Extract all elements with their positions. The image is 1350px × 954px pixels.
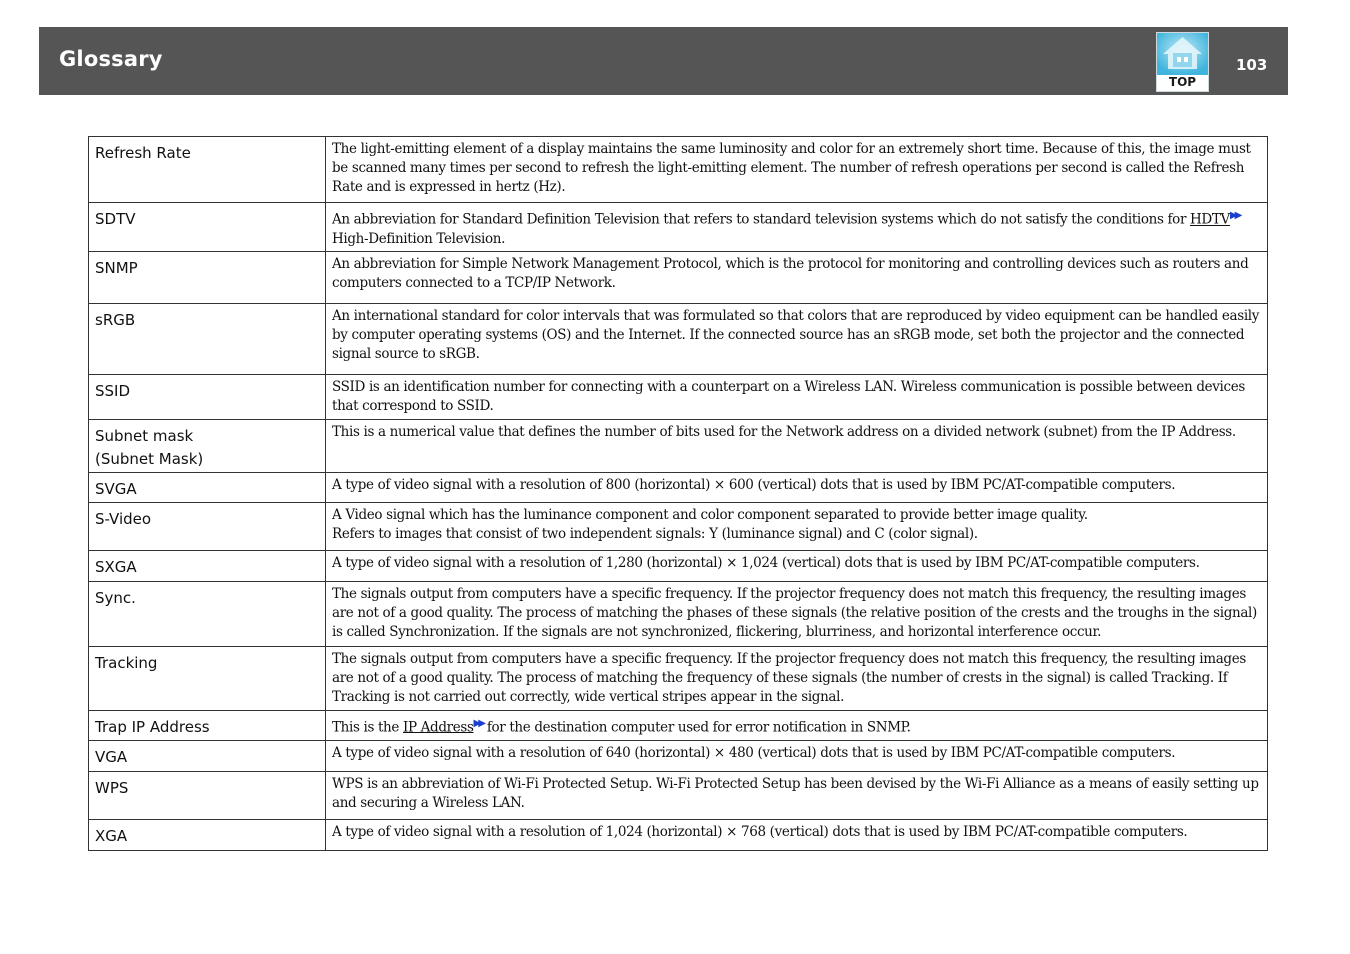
term-cell: Trap IP Address [89,710,326,740]
table-row [89,646,1268,710]
term-text-alt: (Subnet Mask) [95,449,204,468]
hdtv-link[interactable]: HDTV [1190,211,1230,228]
term-cell: SXGA [89,550,326,581]
definition-cell: WPS is an abbreviation of Wi-Fi Protected Setup. Wi-Fi Protected Setup has been devised by the Wi-Fi Alliance as a means of easily setting up and securing a Wireless LAN. [326,771,1268,819]
term-cell: SSID [89,374,326,419]
top-label: TOP [1168,75,1197,89]
definition-cell [326,502,1268,550]
definition-cell: SSID is an identification number for connecting with a counterpart on a Wireless LAN. Wireless communication is possible between devices that correspond to SSID. [326,374,1268,419]
table-row [89,251,1268,303]
top-button[interactable] [1156,32,1209,92]
definition-text: Refers to images that consist of two independent signals: Y (luminance signal) and C (color signal). [332,525,978,542]
link-arrow-icon[interactable]: ▶▶ [1229,210,1240,221]
glossary-table [88,136,1268,851]
term-cell: Sync. [89,581,326,646]
definition-cell: An abbreviation for Simple Network Management Protocol, which is the protocol for monitoring and controlling devices such as routers and computers connected to a TCP/IP Network. [326,251,1268,303]
term-text: Subnet mask [95,426,194,445]
table-row [89,472,1268,502]
definition-text: High-Definition Television. [332,230,506,247]
table-row [89,771,1268,819]
definition-cell: The signals output from computers have a specific frequency. If the projector frequency does not match this frequency, the resulting images are not of a good quality. The process of matching the phases of these signals (the relative position of the crests and the troughs in the signal) is called Synchronization. If the signals are not synchronized, flickering, blurriness, and horizontal interference occur. [326,581,1268,646]
definition-cell: A type of video signal with a resolution of 800 (horizontal) × 600 (vertical) dots that is used by IBM PC/AT-compatible computers. [326,472,1268,502]
term-cell: XGA [89,819,326,850]
term-cell: S-Video [89,502,326,550]
table-row [89,550,1268,581]
table-row [89,303,1268,374]
link-arrow-icon[interactable]: ▶▶ [473,717,483,729]
term-cell: Refresh Rate [89,137,326,203]
definition-cell [326,203,1268,252]
table-row [89,137,1268,203]
definition-cell: A type of video signal with a resolution of 640 (horizontal) × 480 (vertical) dots that is used by IBM PC/AT-compatible computers. [326,740,1268,771]
table-row [89,819,1268,850]
table-row [89,502,1268,550]
term-cell: Tracking [89,646,326,710]
ip-address-link[interactable]: IP Address [402,719,474,735]
table-row [89,203,1268,252]
table-row [89,419,1268,472]
table-row [89,374,1268,419]
definition-cell: An international standard for color intervals that was formulated so that colors that are reproduced by video equipment can be handled easily by computer operating systems (OS) and the Internet. If the connected source has an sRGB mode, set both the projector and the connected signal source to sRGB. [326,303,1268,374]
definition-cell: This is a numerical value that defines the number of bits used for the Network address on a divided network (subnet) from the IP Address. [326,419,1268,472]
page-title: Glossary [59,47,163,71]
definition-cell: A type of video signal with a resolution of 1,024 (horizontal) × 768 (vertical) dots that is used by IBM PC/AT-compatible computers. [326,819,1268,850]
definition-cell: The light-emitting element of a display maintains the same luminosity and color for an extremely short time. Because of this, the image must be scanned many times per second to refresh the light-emitting element. The number of refresh operations per second is called the Refresh Rate and is expressed in hertz (Hz). [326,137,1268,203]
definition-text: This is the [332,719,403,735]
page-number: 103 [1236,56,1268,74]
term-cell [89,419,326,472]
term-cell: SNMP [89,251,326,303]
definition-cell [326,710,1268,740]
term-cell: VGA [89,740,326,771]
definition-text: for the destination computer used for error notification in SNMP. [482,719,911,735]
term-cell: SDTV [89,203,326,252]
term-cell: WPS [89,771,326,819]
definition-cell: A type of video signal with a resolution of 1,280 (horizontal) × 1,024 (vertical) dots that is used by IBM PC/AT-compatible computers. [326,550,1268,581]
definition-text: A Video signal which has the luminance component and color component separated to provide better image quality. [332,506,1088,523]
definition-text: An abbreviation for Standard Definition Television that refers to standard television systems which do not satisfy the conditions for [332,211,1190,228]
home-top-icon [1157,33,1208,75]
definition-cell: The signals output from computers have a specific frequency. If the projector frequency does not match this frequency, the resulting images are not of a good quality. The process of matching the frequency of these signals (the number of crests in the signal) is called Tracking. If Tracking is not carried out correctly, wide vertical stripes appear in the signal. [326,646,1268,710]
page-header [39,27,1288,95]
table-row [89,710,1268,740]
table-row [89,581,1268,646]
term-cell: sRGB [89,303,326,374]
term-cell: SVGA [89,472,326,502]
table-row [89,740,1268,771]
